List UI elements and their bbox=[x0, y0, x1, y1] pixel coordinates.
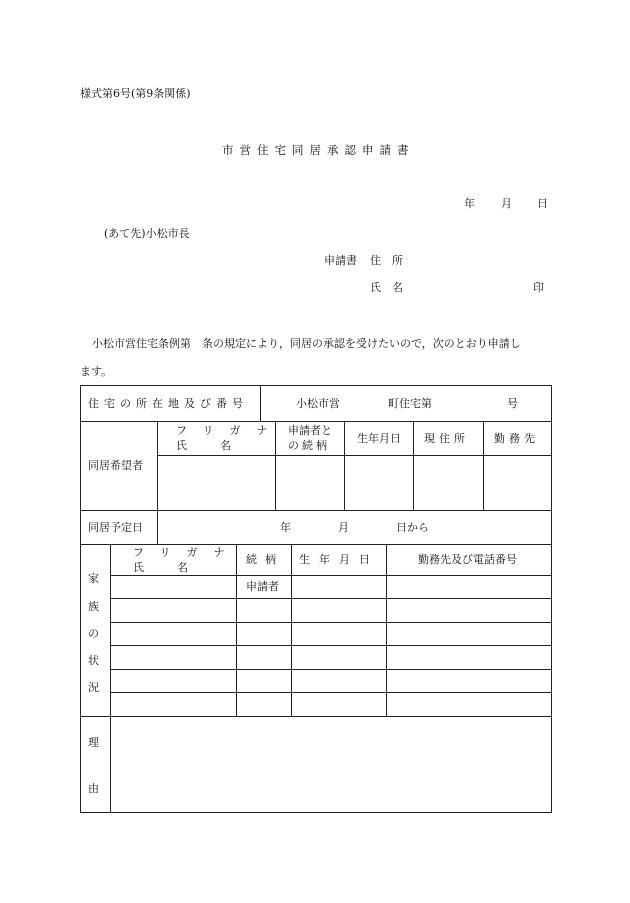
date-month-label: 月 bbox=[501, 197, 512, 210]
planned-year-label: 年 bbox=[280, 521, 291, 534]
addressee: (あて先)小松市長 bbox=[104, 227, 190, 240]
cohabitant-name-header: 氏 名 bbox=[176, 439, 231, 452]
current-address-header: 現住所 bbox=[424, 432, 469, 445]
family-workplace-phone-header: 勤務先及び電話番号 bbox=[418, 553, 517, 566]
family-label-char-1: 家 bbox=[88, 572, 99, 585]
planned-month-label: 月 bbox=[338, 521, 349, 534]
address-middle: 町住宅第 bbox=[388, 397, 432, 410]
applicant-label: 申請書 bbox=[324, 254, 357, 267]
family-relation-header: 続柄 bbox=[246, 553, 284, 566]
date-year-label: 年 bbox=[464, 197, 475, 210]
family-label-char-2: 族 bbox=[88, 600, 99, 613]
cohabitant-label: 同居希望者 bbox=[88, 459, 143, 472]
planned-from-label: 日から bbox=[396, 521, 429, 534]
address-row-label: 住宅の所在地及び番号 bbox=[88, 397, 248, 410]
relation-header-line2: の続柄 bbox=[288, 439, 330, 452]
body-text-line2: ます。 bbox=[80, 365, 113, 378]
family-birthdate-header: 生年月日 bbox=[299, 553, 379, 566]
form-number: 様式第6号(第9条関係) bbox=[80, 87, 191, 100]
applicant-name-label: 氏 名 bbox=[370, 281, 403, 294]
page-title: 市営住宅同居承認申請書 bbox=[222, 143, 415, 157]
address-prefix: 小松市営 bbox=[296, 397, 340, 410]
family-applicant-cell: 申請者 bbox=[246, 580, 279, 593]
applicant-address-label: 住 所 bbox=[370, 254, 403, 267]
address-suffix: 号 bbox=[507, 397, 518, 410]
family-name-header: 氏 名 bbox=[133, 561, 188, 574]
family-furigana-header: フリガナ bbox=[133, 546, 241, 559]
workplace-header: 勤務先 bbox=[494, 432, 539, 445]
date-day-label: 日 bbox=[537, 197, 548, 210]
seal-mark: 印 bbox=[533, 281, 544, 294]
family-label-char-4: 状 bbox=[88, 654, 99, 667]
cohabitant-furigana-header: フリガナ bbox=[176, 424, 284, 437]
family-label-char-5: 況 bbox=[88, 681, 99, 694]
reason-label-char-1: 理 bbox=[88, 736, 99, 749]
planned-date-label: 同居予定日 bbox=[88, 521, 143, 534]
birthdate-header: 生年月日 bbox=[357, 432, 401, 445]
body-text-line1: 小松市営住宅条例第 条の規定により，同居の承認を受けたいので，次のとおり申請し bbox=[92, 337, 521, 350]
reason-label-char-2: 由 bbox=[88, 782, 99, 795]
family-label-char-3: の bbox=[88, 627, 99, 640]
relation-header-line1: 申請者と bbox=[288, 424, 332, 437]
